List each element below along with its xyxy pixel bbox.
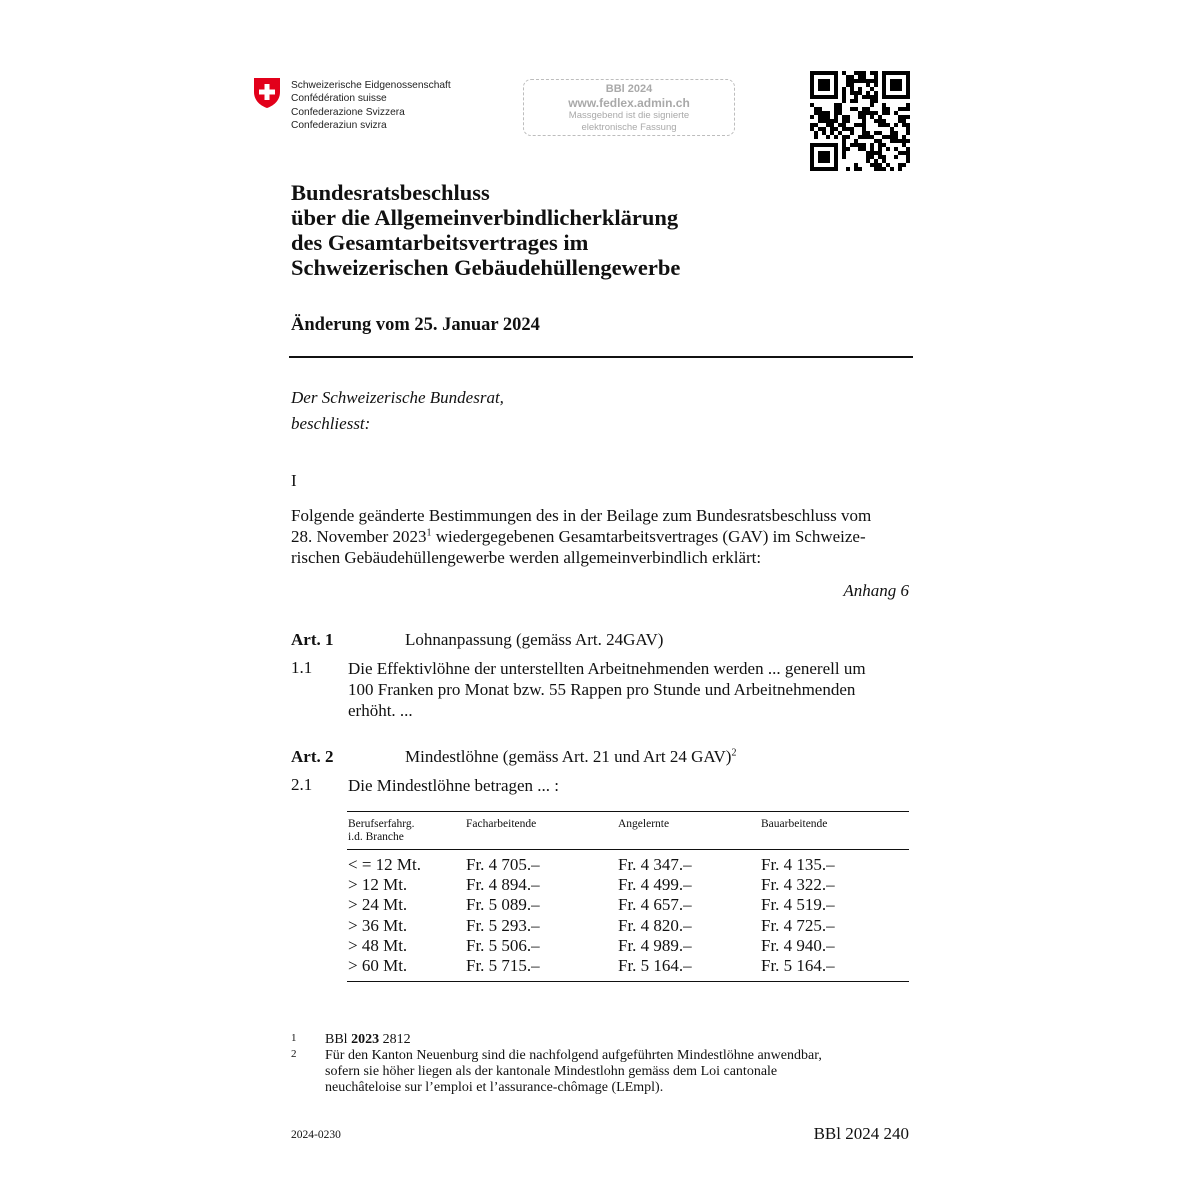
table-header-laborers: Bauarbeitende (761, 818, 828, 830)
article-2-paragraph: Die Mindestlöhne betragen ... : (348, 776, 560, 795)
table-cell: Fr. 5 715.– (466, 956, 540, 976)
table-cell: > 36 Mt. (348, 915, 408, 935)
swiss-crest-icon (253, 77, 281, 109)
section-number: I (291, 471, 297, 490)
table-cell: > 12 Mt. (348, 875, 408, 895)
footnote-ref-2[interactable]: 2 (731, 747, 737, 759)
signature-stamp (523, 79, 735, 136)
document-title (291, 180, 680, 280)
table-cell: < = 12 Mt. (348, 855, 422, 874)
table-cell: Fr. 4 894.– (466, 875, 540, 895)
table-header-semiskilled: Angelernte (618, 818, 670, 830)
table-bottom-rule (347, 981, 909, 982)
annex-label: Anhang 6 (843, 581, 909, 600)
article-1-paragraph (348, 658, 866, 721)
paragraph-line: 100 Franken pro Monat bzw. 55 Rappen pro Stunde und Arbeitnehmenden (348, 680, 856, 699)
table-column-laborers (761, 855, 835, 976)
table-column-skilled (466, 855, 540, 976)
footnote-line: Für den Kanton Neuenburg sind die nachfolgend aufgeführten Mindestlöhne anwendbar, (325, 1048, 822, 1063)
table-cell: Fr. 4 940.– (761, 935, 835, 955)
intro-line: rischen Gebäudehüllengewerbe werden allgemeinverbindlich erklärt: (291, 548, 762, 567)
confederation-de: Schweizerische Eidgenossenschaft (291, 80, 451, 91)
confederation-names (291, 79, 451, 132)
table-column-experience (348, 855, 421, 976)
title-line: des Gesamtarbeitsvertrages im (291, 230, 589, 255)
preamble-decides: beschliesst: (291, 414, 371, 433)
table-column-semiskilled (618, 855, 692, 976)
footnote-ref-1[interactable]: 1 (426, 527, 432, 539)
table-cell: Fr. 4 705.– (466, 855, 540, 874)
stamp-note-1: Massgebend ist die signierte (568, 110, 690, 121)
table-cell: Fr. 4 499.– (618, 875, 692, 895)
article-1-title: Lohnanpassung (gemäss Art. 24GAV) (405, 630, 664, 649)
table-cell: Fr. 4 989.– (618, 935, 692, 955)
paragraph-line: erhöht. ... (348, 701, 413, 720)
header-line: Berufserfahrg. (348, 818, 415, 830)
stamp-issue: BBl 2024 (605, 83, 653, 95)
footnote-2 (325, 1048, 822, 1096)
qr-code-icon[interactable] (810, 71, 910, 171)
amendment-date: Änderung vom 25. Januar 2024 (291, 315, 540, 335)
title-line: Bundesratsbeschluss (291, 180, 490, 205)
table-cell: Fr. 5 164.– (618, 956, 692, 976)
table-cell: Fr. 4 347.– (618, 855, 692, 874)
title-line: Schweizerischen Gebäudehüllengewerbe (291, 255, 681, 280)
table-cell: Fr. 5 164.– (761, 956, 835, 976)
footnote-1-source: BBl (325, 1032, 352, 1047)
document-number: 2024-0230 (291, 1129, 341, 1141)
table-cell: Fr. 5 506.– (466, 935, 540, 955)
table-cell: Fr. 5 089.– (466, 895, 540, 915)
article-2-title-text: Mindestlöhne (gemäss Art. 21 und Art 24 GAV) (405, 747, 732, 766)
table-header-skilled: Facharbeitende (466, 818, 537, 830)
footnote-1 (325, 1032, 411, 1048)
title-line: über die Allgemeinverbindlicherklärung (291, 205, 679, 230)
stamp-url: www.fedlex.admin.ch (568, 96, 690, 110)
table-cell: > 24 Mt. (348, 895, 408, 915)
table-cell: Fr. 5 293.– (466, 915, 540, 935)
table-cell: Fr. 4 519.– (761, 895, 835, 915)
table-cell: > 48 Mt. (348, 935, 408, 955)
footnote-1-number: 1 (291, 1032, 297, 1044)
confederation-rm: Confederaziun svizra (291, 119, 387, 131)
footnote-1-page: 2812 (379, 1032, 411, 1047)
footnote-1-year: 2023 (351, 1032, 380, 1047)
table-cell: Fr. 4 322.– (761, 875, 835, 895)
intro-line (291, 526, 913, 547)
preamble-authority: Der Schweizerische Bundesrat, (291, 388, 504, 407)
intro-line: Folgende geänderte Bestimmungen des in der Beilage zum Bundesratsbeschluss vom (291, 506, 872, 525)
footnote-line: sofern sie höher liegen als der kantonale Mindestlohn gemäss dem Loi cantonale (325, 1064, 778, 1079)
paragraph-number: 1.1 (291, 658, 313, 677)
footnote-line: neuchâteloise sur l’emploi et l’assurance-chômage (LEmpl). (325, 1080, 664, 1095)
article-2-number: Art. 2 (291, 747, 334, 766)
table-cell: > 60 Mt. (348, 956, 408, 976)
article-2-title (405, 747, 736, 767)
intro-text: wiedergegebenen Gesamtarbeitsvertrages (GAV) im Schweize- (431, 527, 866, 546)
intro-paragraph (291, 505, 913, 568)
table-cell: Fr. 4 820.– (618, 915, 692, 935)
confederation-it: Confederazione Svizzera (291, 106, 405, 118)
table-header-experience (348, 818, 415, 843)
stamp-note-2: elektronische Fassung (581, 121, 677, 133)
paragraph-line: Die Effektivlöhne der unterstellten Arbeitnehmenden werden ... generell um (348, 659, 866, 678)
table-header-rule (347, 849, 909, 850)
intro-date: 28. November 2023 (291, 527, 427, 546)
paragraph-number: 2.1 (291, 775, 313, 794)
article-1-number: Art. 1 (291, 630, 334, 649)
gazette-reference: BBl 2024 240 (813, 1124, 909, 1143)
table-cell: Fr. 4 725.– (761, 915, 835, 935)
table-cell: Fr. 4 135.– (761, 855, 835, 874)
header-line: i.d. Branche (348, 830, 404, 843)
confederation-fr: Confédération suisse (291, 93, 387, 105)
footnote-2-number: 2 (291, 1048, 297, 1060)
divider (289, 356, 913, 358)
table-top-rule (347, 811, 909, 812)
table-cell: Fr. 4 657.– (618, 895, 692, 915)
